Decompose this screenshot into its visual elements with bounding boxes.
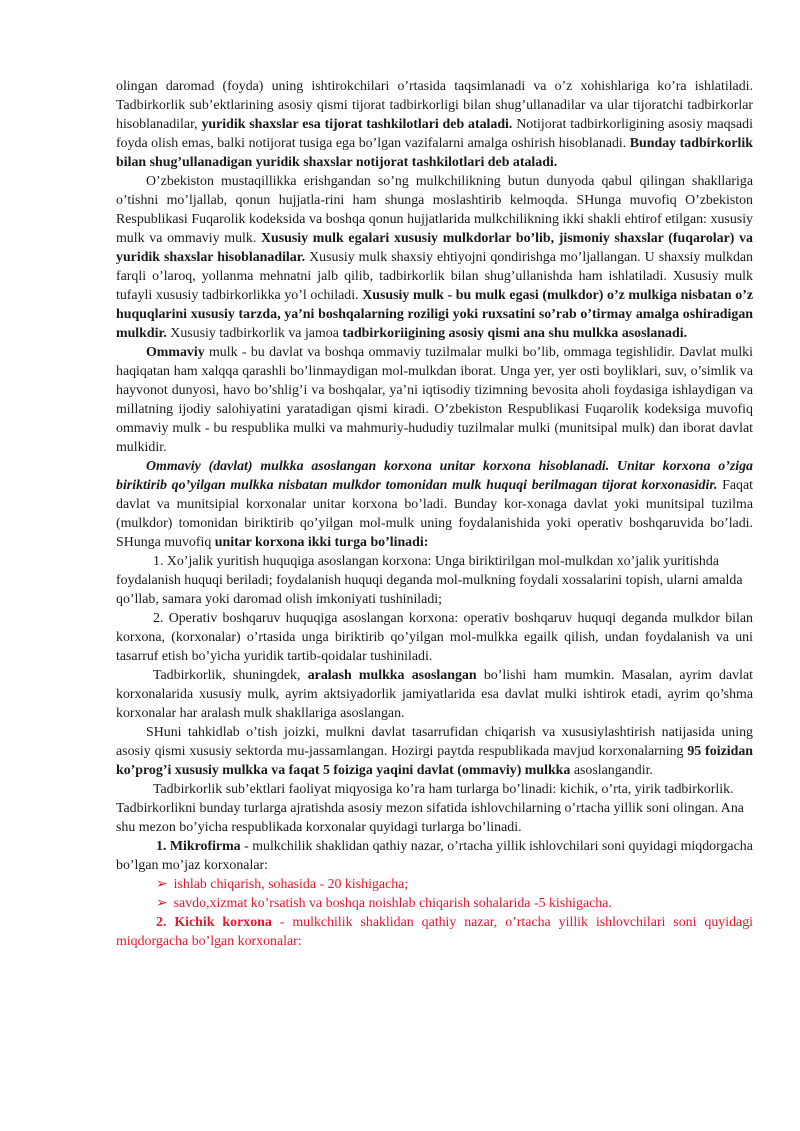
paragraph-5: 1. Xo’jalik yuritish huquqiga asoslangan korxona: Unga biriktirilgan mol-mulkdan xo’jalik yuritishda foydalanish huquqi beriladi; foydalanish huquqi deganda mol-mulkning foydali xossalarini topish, ularni amalda qo’llab, samara yoki daromad olish imkoniyati tushiniladi;	[116, 554, 743, 607]
bullet-list	[116, 875, 753, 913]
document-body	[116, 77, 753, 951]
bold-text: 2. Kichik korxona	[156, 915, 272, 930]
text: SHuni tahkidlab o’tish joizki, mulkni davlat tasarrufidan chiqarish va xususiylashtirish natijasida uning asosiy qismi xususiy sektorda mu-jassamlangan. Hozirgi paytda respublikada mavjud korxonalarning	[116, 725, 753, 759]
paragraph-9: Tadbirkorlik sub’ektlari faoliyat miqyosiga ko’ra ham turlarga bo’linadi: kichik, o’rta, yirik tadbirkorlik. Tadbirkorlikni bunday turlarga ajratishda asosiy mezon sifatida ishlovchilarning o’rtacha yillik soni olingan. Ana shu mezon bo’yicha respublikada korxonalar quyidagi turlarga bo’linadi.	[116, 782, 744, 835]
list-item-text: savdo,xizmat ko’rsatish va boshqa noishlab chiqarish sohalarida -5 kishigacha.	[173, 896, 612, 911]
paragraph-6: 2. Operativ boshqaruv huquqiga asoslangan korxona: operativ boshqaruv huquqi deganda mulkdor bilan korxona, (korxonalar) o’rtasida unga biriktirib qo’yilgan mol-mulkka egailk qilish, undan foydalanish va uni tasarruf etish bo’yicha yuridik tartib-qoidalar tushiniladi.	[116, 611, 753, 664]
text: Tadbirkorlik, shuningdek,	[153, 668, 308, 683]
text: Notijorat tadbirkorligining asosiy maqsadi foyda olish emas, balki notijorat tusiga ega bo’lgan vazifalarni amalga oshirish hisoblanadi.	[116, 117, 753, 151]
text: mulk - bu davlat va boshqa ommaviy tuzilmalar mulki bo’lib, ommaga tegishlidir. Davlat mulki haqiqatan ham xalqqa qarashli bo’linmaydigan mol-mulkdan iborat. Unga yer, yer osti boyliklari, suv, o’simlik va hayvonot dunyosi, havo bo’shlig’i va boshqalar, ya’ni iqtisodiy tizimning bevosita aholi foydasiga ishlaydigan va millatning ijodiy salohiyatini yaratadigan qismi kiradi. O’zbekiston Respublikasi Fuqarolik kodeksiga muvofiq ommaviy mulk - bu respublika mulki va mahmuriy-hududiy tuzilmalar mulki (munitsipal mulk) dan iborat davlat mulkidir.	[116, 345, 753, 455]
arrow-bullet-icon: ➢	[156, 877, 168, 892]
text: - mulkchilik shaklidan qathiy nazar, o’rtacha yillik ishlovchilari soni quyidagi miqdorgacha bo’lgan korxonalar:	[116, 915, 754, 949]
text: olingan daromad (foyda) uning ishtirokchilari o’rtasida taqsimlanadi va o’z xohishlariga ko’ra ishlatiladi. Tadbirkorlik sub’ektlarining asosiy qismi tijorat tadbirkorligi bilan shug’ullanadilar va ular tijoratchi tadbirkorlar hisoblanadilar,	[116, 79, 753, 132]
list-item	[116, 894, 753, 913]
bold-text: tadbirkoriigining asosiy qismi ana shu mulkka asoslanadi.	[342, 326, 688, 341]
bold-text: Xususiy mulk egalari xususiy mulkdorlar bo’lib, jismoniy shaxslar (fuqarolar) va yuridik shaxslar hisoblanadilar.	[116, 231, 753, 265]
bold-text: Xususiy mulk - bu mulk egasi (mulkdor) o’z mulkiga nisbatan o’z huquqlarini xususiy tarzda, ya’ni boshqalarning roziligi yoki ruxsatini so’rab o’tirmay amalga oshiradigan mulkdir.	[116, 288, 753, 341]
text: Faqat davlat va munitsipial korxonalar unitar korxona bo’ladi. Bunday kor-xonaga davlat yoki munitsipal tuzilma (mulkdor) tomonidan biriktirib qo’yilgan mol-mulk uning foydalanishida yoki operativ boshqaruvida bo’ladi. SHunga muvofiq	[116, 478, 753, 550]
paragraph-2	[116, 172, 753, 343]
bold-text: 1. Mikrofirma	[156, 839, 241, 854]
paragraph-7	[116, 666, 753, 723]
text: asoslangandir.	[570, 763, 653, 778]
list-item	[116, 875, 753, 894]
paragraph-3	[116, 343, 753, 457]
paragraph-8	[116, 723, 753, 780]
paragraph-11	[116, 913, 753, 951]
text: Xususiy mulk shaxsiy ehtiyojni qondirishga mo’ljallangan. U shaxsiy mulkdan farqli o’laroq, yollanma mehnatni jalb qilib, tadbirkorlik bilan shug’ullanishda ham ishlatiladi. Xususiy mulk tufayli xususiy tadbirkorlikka yo’l ochiladi.	[116, 250, 753, 303]
text: O’zbekiston mustaqillikka erishgandan so’ng mulkchilikning butun dunyoda qabul qilingan shakllariga o’tishni mo’ljallab, qonun hujjatla-rini ham shunga moslashtirib kelmoqda. SHunga muvofiq O’zbekiston Respublikasi Fuqarolik kodeksida va boshqa qonun hujjatlarida mulkchilikning ikki shakli ehtirof etilgan: xususiy mulk va ommaviy mulk.	[116, 174, 753, 246]
bold-text: Ommaviy	[146, 345, 205, 360]
bold-text: aralash mulkka asoslangan	[307, 668, 477, 683]
bold-text: unitar korxona ikki turga bo’linadi:	[214, 535, 429, 550]
bold-italic-text: Ommaviy (davlat) mulkka asoslangan korxona unitar korxona hisoblanadi. Unitar korxona o’ziga biriktirib qo’yilgan mulkka nisbatan mulkdor tomonidan mulk huquqi berilmagan tijorat korxonasidir.	[116, 459, 753, 493]
paragraph-1	[116, 77, 753, 172]
list-item-text: ishlab chiqarish, sohasida - 20 kishigacha;	[173, 877, 409, 892]
text: Xususiy tadbirkorlik va jamoa	[166, 326, 343, 341]
arrow-bullet-icon: ➢	[156, 896, 168, 911]
paragraph-10	[116, 837, 753, 875]
paragraph-4	[116, 457, 753, 552]
bold-text: Bunday tadbirkorlik bilan shug’ullanadigan yuridik shaxslar notijorat tashkilotlari deb ataladi.	[116, 136, 753, 170]
text: - mulkchilik shaklidan qathiy nazar, o’rtacha yillik ishlovchilari soni quyidagi miqdorgacha bo’lgan mo’jaz korxonalar:	[116, 839, 753, 873]
bold-text: 95 foizidan ko’prog’i xususiy mulkka va faqat 5 foiziga yaqini davlat (ommaviy) mulkka	[116, 744, 753, 778]
text: bo’lishi ham mumkin. Masalan, ayrim davlat korxonalarida xususiy mulk, ayrim aktsiyadorlik jamiyatlarida esa davlat mulki ishtirok etadi, ayrim qo’shma korxonalar har aralash mulk shakllariga asoslangan.	[116, 668, 753, 721]
bold-text: yuridik shaxslar esa tijorat tashkilotlari deb ataladi.	[201, 117, 513, 132]
